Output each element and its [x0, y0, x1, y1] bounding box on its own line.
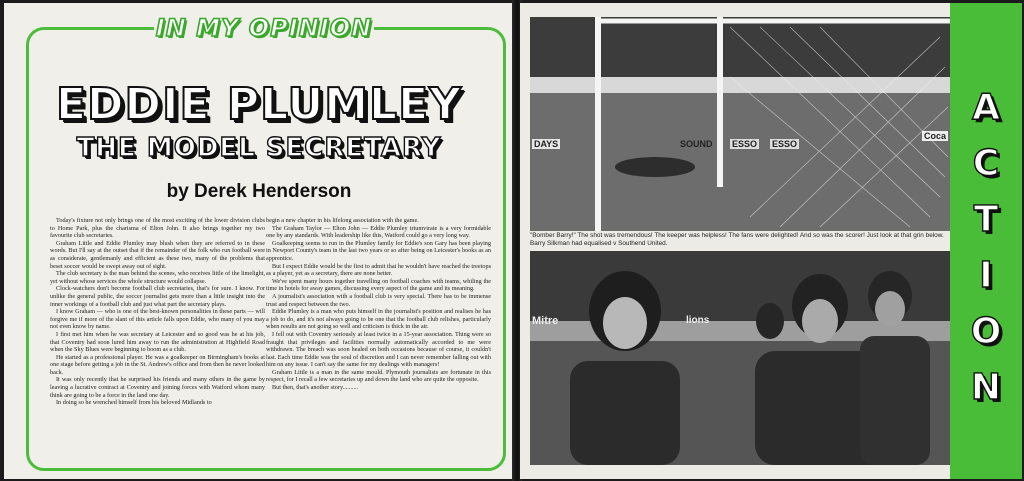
- players-photo-drawing: [530, 251, 950, 465]
- paragraph: Graham Little and Eddie Plumley may blush when they are referred to in these words. But I'll say at the outset that if the remainder of the folk who run football were as considerate, gentlemanly and efficient as these two, many of the problems that beset soccer would be swept away out of sight.: [50, 239, 265, 270]
- banner-letter: I: [979, 255, 993, 296]
- photo-caption: "Bomber Barry!" The shot was tremendous! The keeper was helpless! The fans were delighted! And so was the scorer! Just look at that grin below. Barry Silkman had equalised v Southend United.: [530, 232, 944, 247]
- paragraph: It was only recently that he surprised his friends and many others in the game by leaving a lucrative contract at Coventry and joining forces with Watford whom many think are going to be a force in the land one day.: [50, 376, 265, 399]
- photo-sign: lions: [686, 315, 710, 326]
- paragraph: I first met him when he was secretary at Leicester and so good was he at his job, that Coventry had soon lured him away to run the administration at Highfield Road when the Sky Blues were beginning to boom as a club.: [50, 330, 265, 354]
- banner-letter: C: [972, 143, 1000, 184]
- paragraph: Goalkeeping seems to run in the Plumley family for Eddie's son Gary has been playing in Newport County's team in the last two years or so after being on Leicester's books as an apprentice.: [266, 239, 491, 262]
- paragraph: The Graham Taylor — Elton John — Eddie Plumley triumvirate is a very formidable one by any standards. With leadership like this, Watford could go a very long way.: [266, 224, 491, 240]
- left-page: [4, 3, 512, 479]
- section-kicker: IN MY OPINION: [154, 11, 374, 45]
- photo-sign: DAYS: [534, 139, 559, 149]
- banner-letter: T: [973, 199, 999, 240]
- paragraph: Clock-watchers don't become football club secretaries, that's for sure. I know. For unlike the general public, the soccer journalist gets more than a little insight into the inner workings of a football club and just what part the secretary plays.: [50, 285, 265, 308]
- photo-sign: Mitre: [532, 315, 559, 327]
- article-byline: by Derek Henderson: [166, 181, 352, 202]
- players-photo: [530, 251, 950, 465]
- article-headline: EDDIE PLUMLEY: [55, 79, 463, 130]
- photo-sign: SOUND: [680, 139, 713, 149]
- action-banner: [950, 3, 1022, 479]
- banner-letter: O: [970, 311, 1002, 352]
- paragraph: I know Graham — who is one of the best-known personalities in these parts — will forgive me if more of the slant of this article falls upon Eddie, who many of you may not even know by name.: [50, 308, 265, 331]
- paragraph: Today's fixture not only brings one of the most exciting of the lower division clubs to Home Park, plus the charisma of Elton John. It also brings together my two favourite club secretaries.: [50, 217, 265, 240]
- paragraph: We've spent many hours together travelling on football coaches with teams, whiling the time in hotels for away games, discussing every aspect of the game and its meaning.: [266, 277, 491, 293]
- paragraph: But then, that's another story..........: [272, 384, 359, 392]
- goal-photo: [530, 17, 950, 231]
- paragraph: begin a new chapter in his lifelong association with the game.: [266, 217, 419, 224]
- paragraph: In doing so he wrenched himself from his beloved Midlands to: [56, 399, 212, 407]
- photo-sign: ESSO: [772, 139, 798, 149]
- paragraph: But I expect Eddie would be the first to admit that he wouldn't have reached the treetops as a player, yet as a secretary, there are none better.: [266, 262, 491, 278]
- photo-sign: Coca: [924, 131, 947, 141]
- paragraph: He started as a professional player. He was a goalkeeper on Birmingham's books at one stage before getting a job in the St. Andrew's office and from then he never looked back.: [50, 353, 265, 376]
- article-column-1: [50, 217, 265, 407]
- goal-photo-drawing: [530, 17, 950, 231]
- banner-letter: A: [972, 87, 1000, 128]
- paragraph: Eddie Plumley is a man who puts himself in the journalist's position and realises he has a job to do, and it's not always going to be one that the football club relishes, particularly when results are not going so well and criticism is thick in the air.: [266, 308, 491, 331]
- paragraph: Graham Little is a man in the same mould. Plymouth journalists are fortunate in this respect, for I recall a few secretaries up and down the land who are quite the opposite.: [266, 368, 491, 384]
- article-column-2: [266, 217, 491, 392]
- banner-letter: N: [970, 367, 1002, 408]
- paragraph: I fell out with Coventry seriously at least twice in a 15-year association. Thing were so fraught that privileges and facilities normally automatically accorded to me were withdrawn. The breach was soon healed on both occasions because of course, it couldn't last. Each time Eddie was the soul of discretion and I can never remember falling out with him on any issue. I can't say the same for my dealings with managers!: [266, 330, 491, 369]
- article-subheadline: THE MODEL SECRETARY: [76, 133, 442, 163]
- paragraph: The club secretary is the man behind the scenes, who receives little of the limelight, yet without whose services the whole structure would collapse.: [50, 270, 265, 285]
- right-page: [520, 3, 1022, 479]
- photo-sign: ESSO: [732, 139, 758, 149]
- paragraph: A journalist's association with a football club is very special. There has to be immense trust and respect between the two.: [266, 292, 491, 308]
